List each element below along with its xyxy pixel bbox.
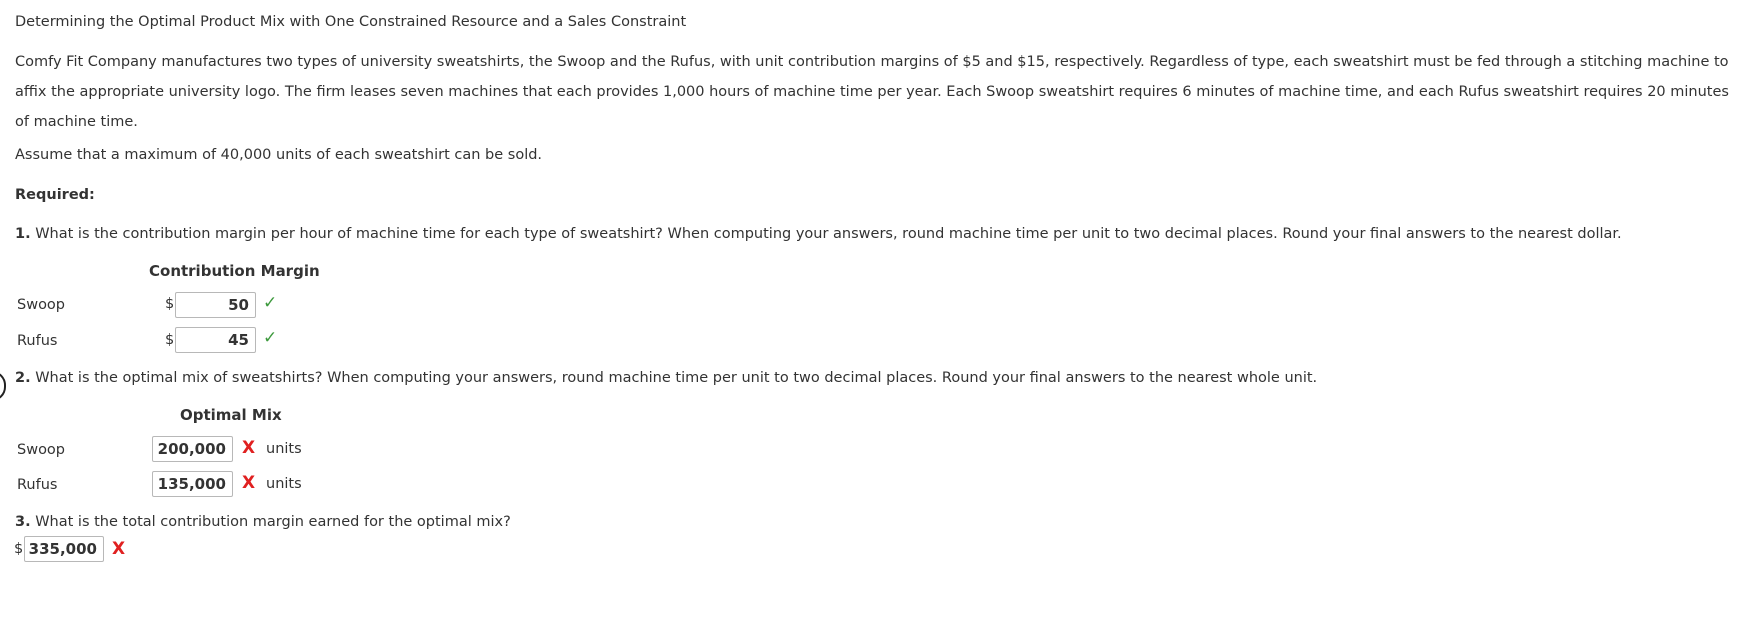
- question-2-text: What is the optimal mix of sweatshirts? When computing your answers, round machine time per unit to two decimal places. Round your final answers to the nearest whole unit.: [35, 370, 1318, 386]
- question-1-number: 1.: [15, 226, 31, 242]
- q2-row-label-swoop: Swoop: [17, 442, 66, 458]
- q2-swoop-input[interactable]: 200,000: [152, 436, 233, 462]
- question-1-text: What is the contribution margin per hour of machine time for each type of sweatshirt? When computing your answers, round machine time per unit to two decimal places. Round your final answers to the nearest dollar.: [35, 226, 1622, 242]
- q2-rufus-unit: units: [266, 476, 302, 492]
- question-3: [15, 507, 511, 537]
- q1-row-label-swoop: Swoop: [17, 297, 66, 313]
- check-icon: ✓: [263, 293, 278, 313]
- q2-row-label-rufus: Rufus: [17, 477, 58, 493]
- optimal-mix-header: Optimal Mix: [180, 406, 282, 424]
- cross-icon: X: [242, 473, 256, 493]
- q3-total-input[interactable]: 335,000: [24, 536, 104, 562]
- question-1: [15, 219, 1622, 249]
- q1-swoop-input[interactable]: 50: [175, 292, 256, 318]
- q2-rufus-input[interactable]: 135,000: [152, 471, 233, 497]
- question-3-number: 3.: [15, 514, 31, 530]
- q3-currency: $: [14, 541, 24, 557]
- question-2: [15, 363, 1317, 393]
- q1-row-label-rufus: Rufus: [17, 333, 58, 349]
- cross-icon: X: [112, 539, 126, 559]
- q1-swoop-currency: $: [165, 296, 175, 312]
- page-title: Determining the Optimal Product Mix with One Constrained Resource and a Sales Constraint: [15, 14, 687, 30]
- cross-icon: X: [242, 438, 256, 458]
- assumption-text: Assume that a maximum of 40,000 units of each sweatshirt can be sold.: [15, 147, 543, 163]
- q2-swoop-unit: units: [266, 441, 302, 457]
- question-2-number: 2.: [15, 370, 31, 386]
- question-3-text: What is the total contribution margin earned for the optimal mix?: [35, 514, 511, 530]
- problem-intro: Comfy Fit Company manufactures two types of university sweatshirts, the Swoop and the Rufus, with unit contribution margins of $5 and $15, respectively. Regardless of type, each sweatshirt must be fed through a stitching machine to affix the appropriate university logo. The firm leases seven machines that each provides 1,000 hours of machine time per year. Each Swoop sweatshirt requires 6 minutes of machine time, and each Rufus sweatshirt requires 20 minutes of machine time.: [15, 54, 1729, 130]
- side-panel-handle[interactable]: [0, 371, 6, 401]
- check-icon: ✓: [263, 328, 278, 348]
- required-heading: Required:: [15, 187, 95, 203]
- q1-rufus-input[interactable]: 45: [175, 327, 256, 353]
- q1-rufus-currency: $: [165, 332, 175, 348]
- contribution-margin-header: Contribution Margin: [149, 262, 320, 280]
